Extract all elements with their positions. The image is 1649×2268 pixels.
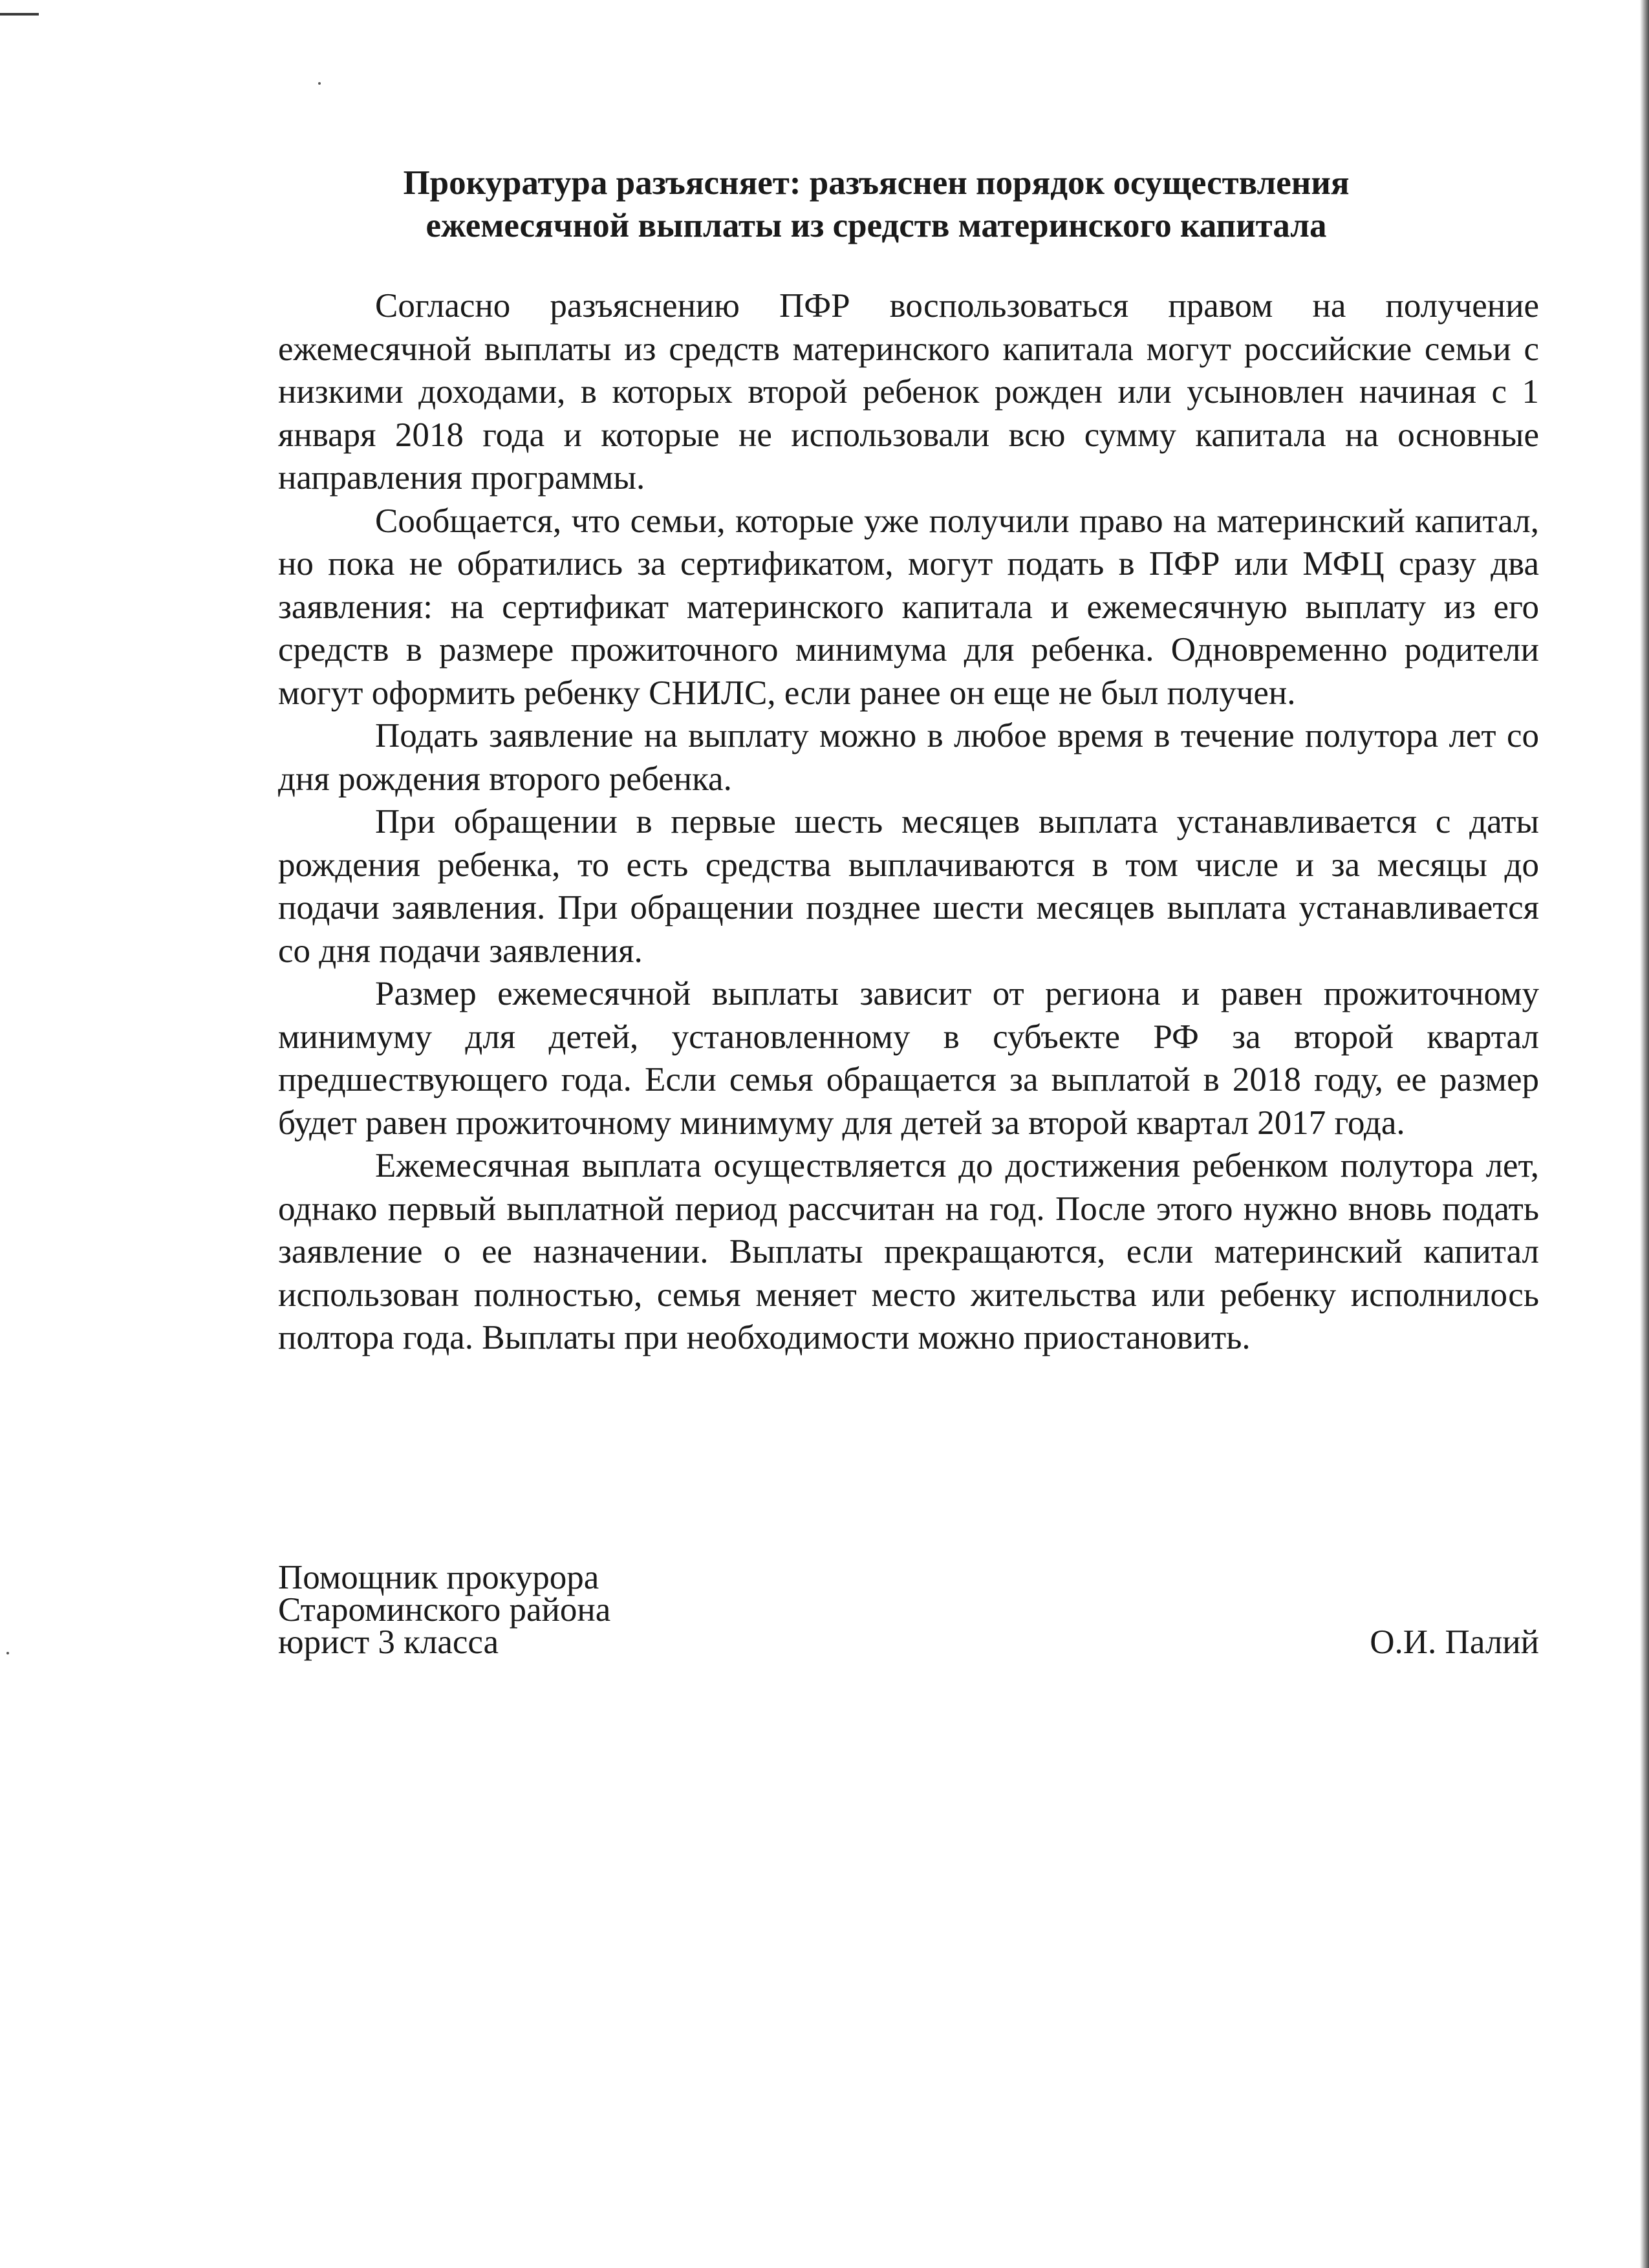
document-body <box>278 284 1539 1360</box>
scan-speck <box>6 1652 9 1654</box>
scan-edge <box>1640 0 1649 2268</box>
title-line: Прокуратура разъясняет: разъяснен порядок осуществления <box>403 164 1350 202</box>
paragraph: Подать заявление на выплату можно в любое время в течение полутора лет со дня рождения второго ребенка. <box>278 717 1539 798</box>
document-title <box>278 162 1474 247</box>
paragraph: Согласно разъяснению ПФР воспользоваться правом на получение ежемесячной выплаты из средств материнского капитала могут российские семьи с низкими доходами, в которых второй ребенок рожден или усыновлен начиная с 1 января 2018 года и которые не использовали всю сумму капитала на основные направления программы. <box>278 287 1539 497</box>
signatory-name: О.И. Палий <box>1370 1623 1539 1661</box>
position-line: Староминского района <box>278 1591 611 1629</box>
paragraph: При обращении в первые шесть месяцев выплата устанавливается с даты рождения ребенка, то есть средства выплачиваются в том числе и за месяцы до подачи заявления. При обращении позднее шести месяцев выплата устанавливается со дня подачи заявления. <box>278 803 1539 970</box>
title-line: ежемесячной выплаты из средств материнского капитала <box>426 207 1327 244</box>
scan-mark <box>0 13 39 16</box>
signature-block <box>278 1559 1539 1661</box>
position-line: Помощник прокурора <box>278 1559 599 1596</box>
paragraph: Размер ежемесячной выплаты зависит от региона и равен прожиточному минимуму для детей, установленному в субъекте РФ за второй квартал предшествующего года. Если семья обращается за выплатой в 2018 году, ее размер будет равен прожиточному минимуму для детей за второй квартал 2017 года. <box>278 975 1539 1142</box>
signatory-position <box>278 1559 1539 1661</box>
paragraph: Ежемесячная выплата осуществляется до достижения ребенком полутора лет, однако первый выплатной период рассчитан на год. После этого нужно вновь подать заявление о ее назначении. Выплаты прекращаются, если материнский капитал использован полностью, семья меняет место жительства или ребенку исполнилось полтора года. Выплаты при необходимости можно приостановить. <box>278 1147 1539 1356</box>
position-line: юрист 3 класса <box>278 1623 499 1661</box>
scan-speck <box>318 82 321 85</box>
paragraph: Сообщается, что семьи, которые уже получили право на материнский капитал, но пока не обратились за сертификатом, могут подать в ПФР или МФЦ сразу два заявления: на сертификат материнского капитала и ежемесячную выплату из его средств в размере прожиточного минимума для ребенка. Одновременно родители могут оформить ребенку СНИЛС, если ранее он еще не был получен. <box>278 502 1539 712</box>
